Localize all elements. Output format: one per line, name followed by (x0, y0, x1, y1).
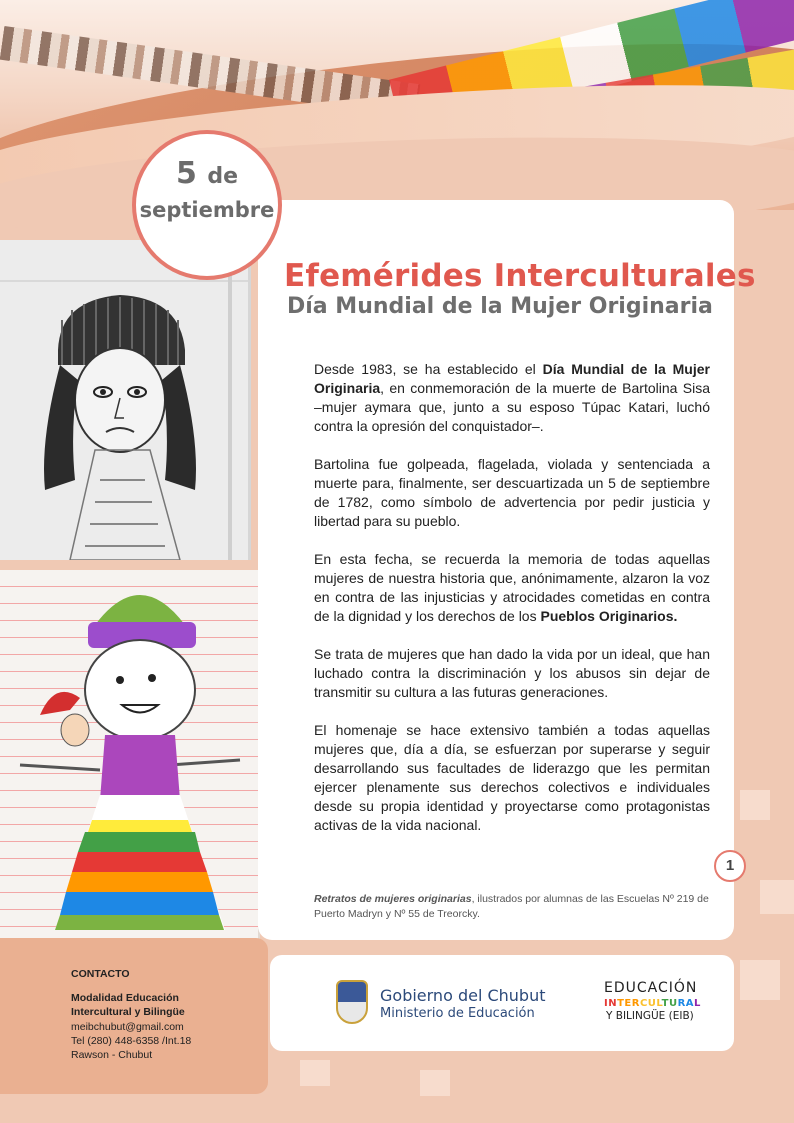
pixel-decoration (740, 960, 780, 1000)
eib-logo-line-2 (604, 998, 701, 1009)
eib-letter-group: CUL (639, 998, 662, 1009)
body-paragraph (314, 550, 710, 626)
date-badge (132, 130, 282, 280)
caption-text: , ilustrados por alumnas de las Escuelas Nº 219 de Puerto Madryn y Nº 55 de Treorcky. (314, 893, 709, 920)
eib-logo-line-3: Y BILINGÜE (EIB) (606, 1010, 694, 1022)
contact-email[interactable]: meibchubut@gmail.com (71, 1021, 184, 1033)
drawing-portrait-1 (0, 240, 251, 560)
body-paragraph (314, 645, 710, 702)
date-month: septiembre (139, 198, 275, 222)
gobierno-logo-line-2: Ministerio de Educación (380, 1006, 535, 1021)
pixel-decoration (740, 790, 770, 820)
gobierno-logo-line-1: Gobierno del Chubut (380, 986, 546, 1005)
eib-letter-group: RA (677, 998, 695, 1009)
body-text-run: En esta fecha, se recuerda la memoria de todas aquellas mujeres de nuestra historia que, anónimamente, alzaron la voz en contra de las injusticias y atrocidades cometidas en contra de la dignidad y los derechos de los (314, 551, 710, 624)
article-body (314, 360, 710, 854)
body-paragraph (314, 455, 710, 531)
contact-label: CONTACTO (71, 968, 130, 980)
eib-logo-line-1: EDUCACIÓN (604, 980, 698, 996)
body-text-run: Bartolina fue golpeada, flagelada, violada y sentenciada a muerte para, finalmente, ser descuartizada un 5 de septiembre de 1782, como símbolo de advertencia por pedir justicia y libertad para su pueblo. (314, 456, 710, 529)
page-subtitle: Día Mundial de la Mujer Originaria (287, 294, 713, 319)
chubut-crest-icon (336, 980, 368, 1024)
eib-letter-group: L (694, 998, 701, 1009)
eib-letter-group: IN (604, 998, 618, 1009)
pixel-decoration (300, 1060, 330, 1086)
date-day: 5 (176, 156, 197, 191)
body-emphasis: Día Mundial de la Mujer Originaria (314, 361, 710, 396)
body-text-run: , en conmemoración de la muerte de Bartolina Sisa –mujer aymara que, junto a su esposo Túpac Katari, luchó contra la opresión del conquistador–. (314, 380, 710, 434)
page-number: 1 (714, 850, 746, 882)
pixel-decoration (420, 1070, 450, 1096)
body-text-run: El homenaje se hace extensivo también a todas aquellas mujeres que, día a día, se esfuerzan por superarse y seguir desarrollando sus facultades de liderazgo que les permitan ejercer plenamente sus derechos colectivos e individuales desde su propia identidad y proyectarse como protagonistas activas de la vida nacional. (314, 722, 710, 833)
body-text-run: Se trata de mujeres que han dado la vida por un ideal, que han luchado contra la discriminación y los abusos sin dejar de transmitir su cultura a las futuras generaciones. (314, 646, 710, 700)
contact-org-line-1: Modalidad Educación (71, 992, 179, 1004)
colored-portrait-illustration (0, 570, 258, 940)
body-emphasis: Pueblos Originarios. (540, 608, 678, 624)
pencil-portrait-illustration (0, 240, 248, 560)
date-day-line (136, 156, 278, 191)
image-caption (314, 892, 714, 922)
eib-letter-group: TU (661, 998, 678, 1009)
body-paragraph (314, 721, 710, 835)
contact-phone: Tel (280) 448-6358 /Int.18 (71, 1035, 192, 1047)
body-paragraph (314, 360, 710, 436)
drawing-portrait-2 (0, 570, 260, 940)
contact-city: Rawson - Chubut (71, 1049, 153, 1061)
caption-italic: Retratos de mujeres originarias (314, 893, 472, 905)
date-de: de (207, 164, 238, 189)
page-title: Efemérides Interculturales (284, 258, 756, 294)
body-text-run: Desde 1983, se ha establecido el (314, 361, 543, 377)
pixel-decoration (760, 880, 794, 914)
contact-org-line-2: Intercultural y Bilingüe (71, 1006, 185, 1018)
eib-letter-group: TER (617, 998, 640, 1009)
